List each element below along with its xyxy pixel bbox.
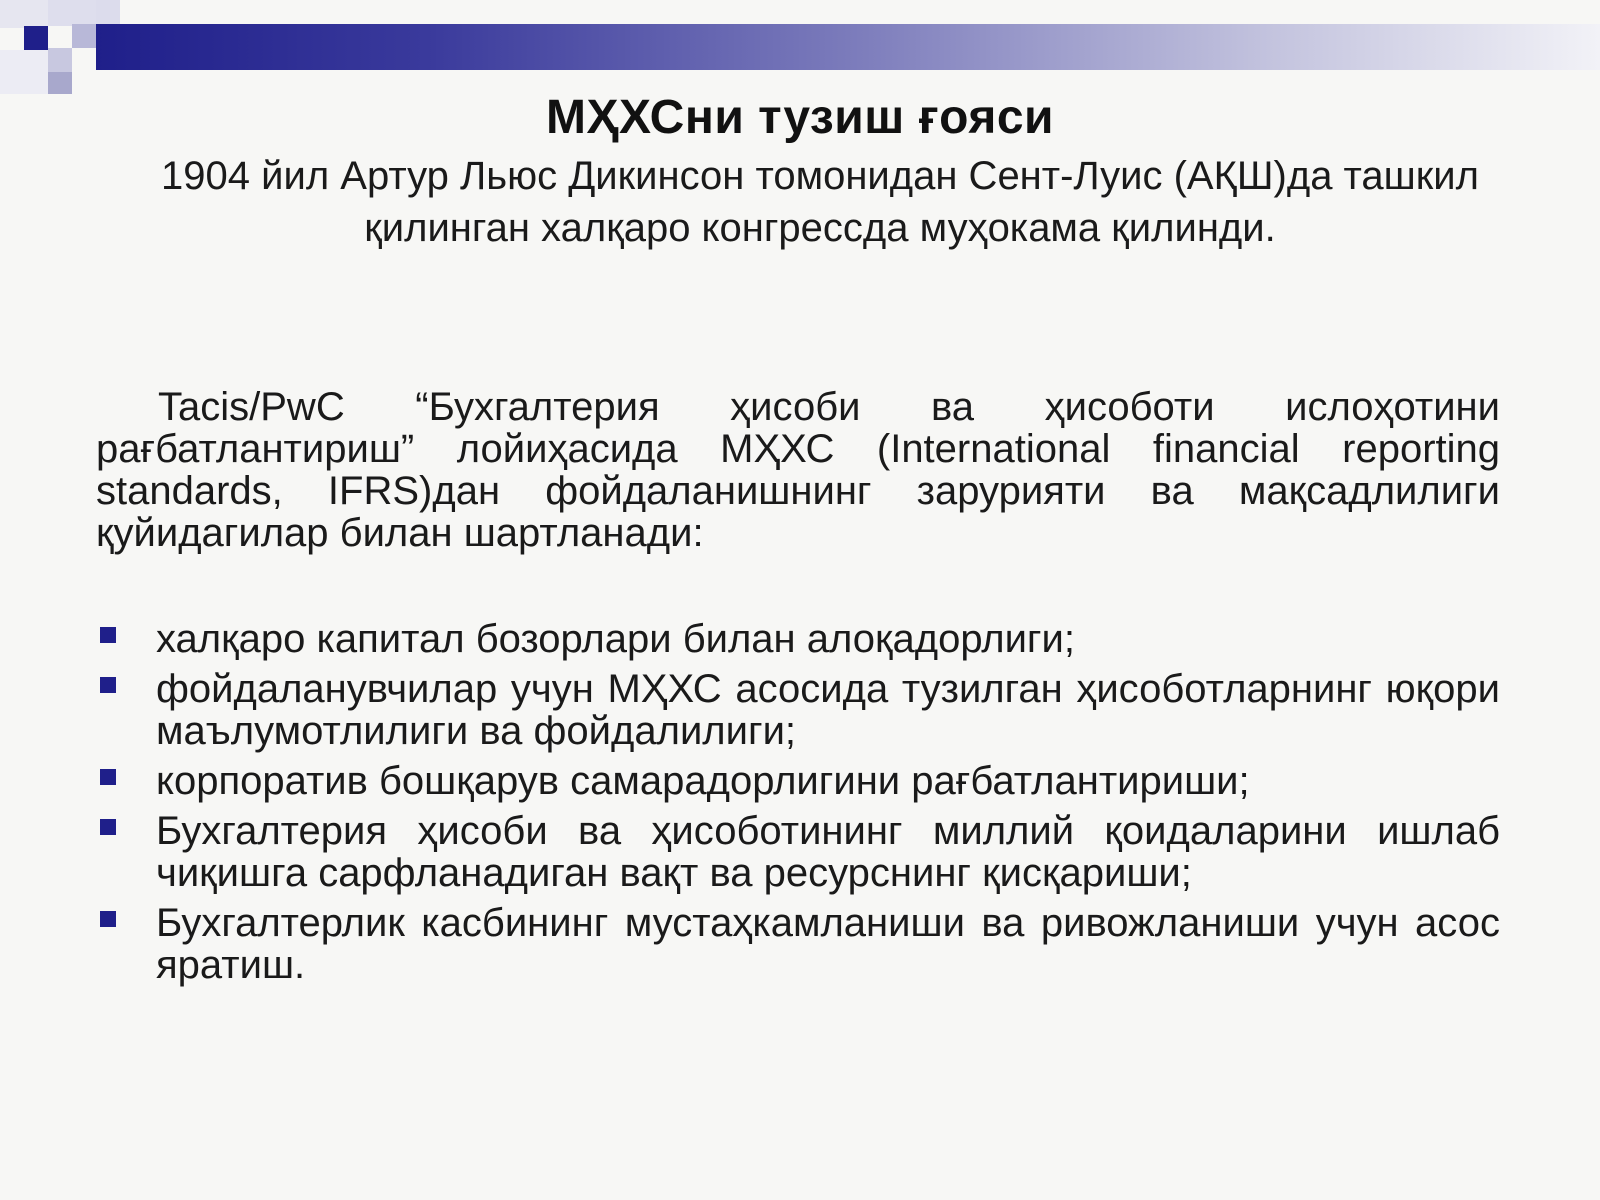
square-bullet-icon	[100, 911, 116, 927]
bullet-text: Бухгалтерлик касбининг мустаҳкамланиши ва ривожланиши учун асос яратиш.	[156, 901, 1500, 987]
intro-paragraph: Tacis/PwC “Бухгалтерия ҳисоби ва ҳисоботи ислоҳотини рағбатлантириш” лойиҳасида МҲХС (International financial reporting standards, IFRS)дан фойдаланишнинг зарурияти ва мақсадлилиги қуйидагилар билан шартланади:	[96, 385, 1500, 555]
bullet-item	[96, 902, 1500, 986]
square-bullet-icon	[100, 627, 116, 643]
square-bullet-icon	[100, 677, 116, 693]
bullet-item	[96, 668, 1500, 752]
square-bullet-icon	[100, 769, 116, 785]
decor-square	[48, 0, 96, 26]
bullet-item	[96, 760, 1500, 802]
decor-square-dark	[24, 26, 48, 50]
square-bullet-icon	[100, 819, 116, 835]
decor-square	[72, 24, 96, 48]
decor-square	[96, 0, 120, 24]
decor-square	[0, 0, 48, 28]
header-gradient-bar	[96, 24, 1600, 70]
slide-subtitle: 1904 йил Артур Льюс Дикинсон томонидан Сент-Луис (АҚШ)да ташкил қилинган халқаро конгрессда муҳокама қилинди.	[161, 154, 1479, 250]
bullet-text: Бухгалтерия ҳисоби ва ҳисоботининг миллий қоидаларини ишлаб чиқишга сарфланадиган вақт ва ресурснинг қисқариши;	[156, 809, 1500, 895]
bullet-item	[96, 618, 1500, 660]
bullet-item	[96, 810, 1500, 894]
bullet-text: фойдаланувчилар учун МҲХС асосида тузилган ҳисоботларнинг юқори маълумотлилиги ва фойдалилиги;	[156, 667, 1500, 753]
bullet-text: корпоратив бошқарув самарадорлигини рағбатлантириши;	[156, 759, 1250, 803]
bullet-text: халқаро капитал бозорлари билан алоқадорлиги;	[156, 617, 1075, 661]
decor-square	[48, 48, 72, 72]
slide-title: МҲХСни тузиш ғояси	[545, 91, 1055, 144]
bullet-list	[96, 618, 1500, 994]
